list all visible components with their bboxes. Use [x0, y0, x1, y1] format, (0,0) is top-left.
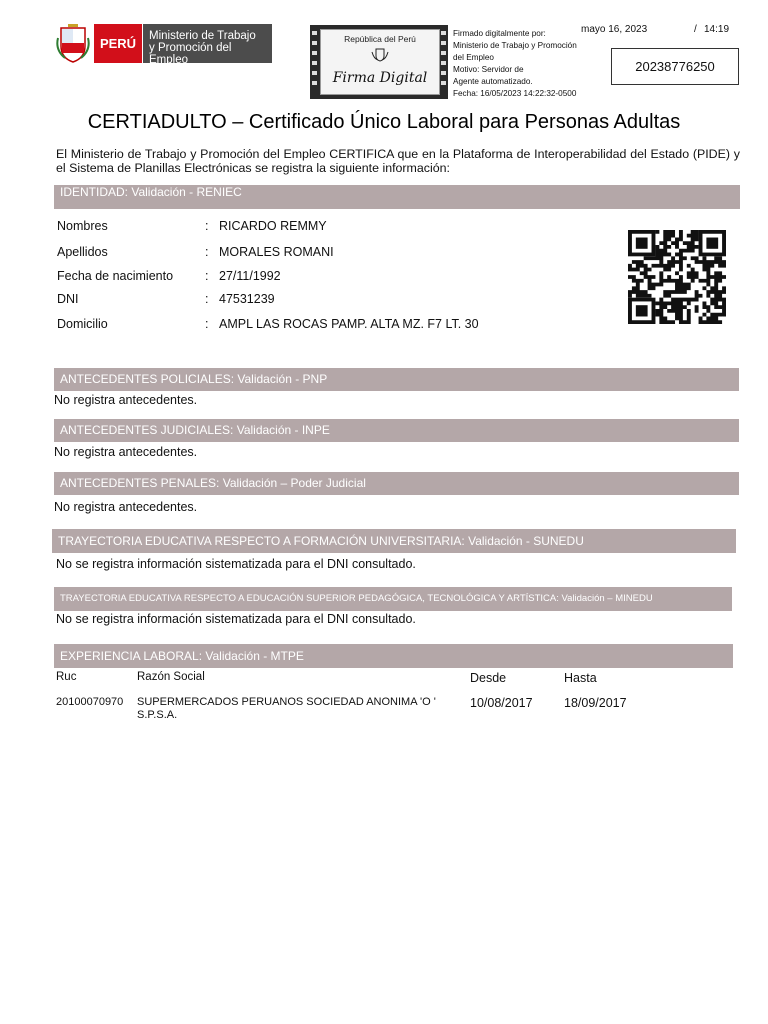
coat-of-arms-icon [55, 24, 91, 64]
issue-date: mayo 16, 2023 [581, 24, 648, 35]
column-header-desde: Desde [470, 671, 507, 685]
field-label: Fecha de nacimiento [57, 269, 174, 283]
ministry-name [143, 24, 272, 66]
signature-line: Fecha: 16/05/2023 14:22:32-0500 [453, 89, 577, 99]
ministry-name-line2: y Promoción del Empleo [149, 42, 232, 66]
table-cell-ruc: 20100070970 [56, 696, 124, 708]
section-header-policiales: ANTECEDENTES POLICIALES: Validación - PNP [54, 368, 739, 391]
date-separator: / [694, 24, 697, 35]
razon-social-line: S.P.S.A. [137, 708, 178, 721]
table-cell-desde: 10/08/2017 [470, 696, 533, 710]
section-header-identity: IDENTIDAD: Validación - RENIEC [54, 185, 740, 209]
section-header-penales: ANTECEDENTES PENALES: Validación – Poder Judicial [54, 472, 739, 495]
razon-social-line: SUPERMERCADOS PERUANOS SOCIEDAD ANONIMA 'O ' [137, 696, 436, 708]
table-cell-razon-social [137, 696, 436, 721]
field-value-domicilio: AMPL LAS ROCAS PAMP. ALTA MZ. F7 LT. 30 [219, 317, 479, 331]
section-text-penales: No registra antecedentes. [54, 500, 198, 514]
section-header-experience: EXPERIENCIA LABORAL: Validación - MTPE [54, 644, 733, 668]
section-header-superior: TRAYECTORIA EDUCATIVA RESPECTO A EDUCACIÓN SUPERIOR PEDAGÓGICA, TECNOLÓGICA Y ARTÍSTICA: Validación – MINEDU [54, 587, 732, 611]
field-colon: : [205, 292, 209, 306]
peru-label: PERÚ [94, 24, 142, 63]
field-colon: : [205, 219, 209, 233]
qr-code [628, 230, 726, 324]
section-header-judiciales: ANTECEDENTES JUDICIALES: Validación - INPE [54, 419, 739, 442]
field-value-apellidos: MORALES ROMANI [219, 245, 334, 259]
field-label: DNI [57, 292, 79, 306]
field-colon: : [205, 245, 209, 259]
shield-icon [371, 48, 389, 62]
stamp-republic: República del Perú [344, 34, 416, 44]
digital-signature-stamp [310, 25, 448, 99]
field-value-birthdate: 27/11/1992 [219, 269, 281, 283]
signature-line: Motivo: Servidor de [453, 65, 524, 75]
stamp-signature: Firma Digital [332, 70, 428, 86]
column-header-hasta: Hasta [564, 671, 597, 685]
section-text-superior: No se registra información sistematizada para el DNI consultado. [56, 612, 416, 626]
field-label: Nombres [57, 219, 108, 233]
section-text-universitaria: No se registra información sistematizada para el DNI consultado. [56, 557, 416, 571]
field-value-dni: 47531239 [219, 292, 275, 306]
signature-line: Ministerio de Trabajo y Promoción [453, 41, 577, 51]
field-value-nombres: RICARDO REMMY [219, 219, 327, 233]
section-text-policiales: No registra antecedentes. [54, 393, 198, 407]
field-colon: : [205, 269, 209, 283]
column-header-razon-social: Razón Social [137, 671, 205, 683]
field-label: Apellidos [57, 245, 108, 259]
signature-details [453, 28, 593, 101]
ministry-logo [55, 24, 272, 64]
intro-paragraph: El Ministerio de Trabajo y Promoción del Empleo CERTIFICA que en la Plataforma de Interoperabilidad del Estado (PIDE) y el Sistema de Planillas Electrónicas se registra la siguiente información: [56, 147, 740, 175]
issue-time: 14:19 [704, 24, 730, 35]
field-colon: : [205, 317, 209, 331]
section-header-universitaria: TRAYECTORIA EDUCATIVA RESPECTO A FORMACIÓN UNIVERSITARIA: Validación - SUNEDU [52, 529, 736, 553]
signature-line: Firmado digitalmente por: [453, 29, 546, 38]
field-label: Domicilio [57, 317, 108, 331]
table-cell-hasta: 18/09/2017 [564, 696, 627, 710]
page-title: CERTIADULTO – Certificado Único Laboral para Personas Adultas [87, 111, 681, 133]
ministry-name-line1: Ministerio de Trabajo [149, 30, 256, 42]
column-header-ruc: Ruc [56, 671, 77, 683]
section-text-judiciales: No registra antecedentes. [54, 445, 198, 459]
signature-line: Agente automatizado. [453, 77, 533, 87]
signature-line: del Empleo [453, 53, 494, 63]
certificate-code: 20238776250 [611, 48, 739, 85]
